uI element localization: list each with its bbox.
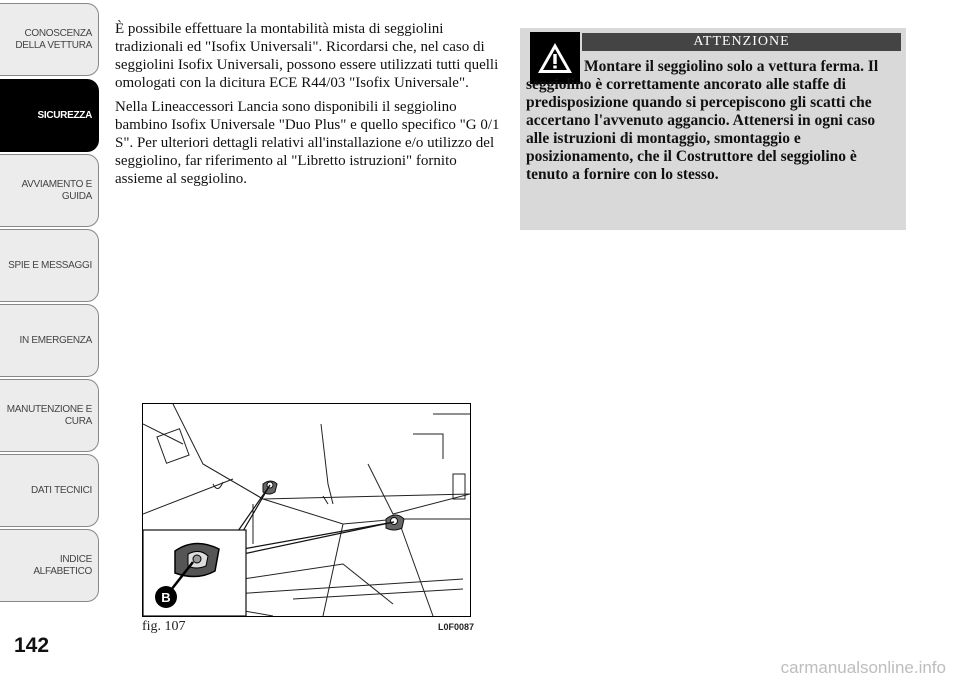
body-text	[115, 20, 500, 194]
figure-isofix-anchors	[142, 403, 471, 617]
tab-sicurezza[interactable]: SICUREZZA	[0, 79, 99, 152]
warning-text: Montare il seggiolino solo a vettura ferma. Il seggiolino è correttamente ancorato alle staffe di predisposizione quando si percepiscono gli scatti che accertano l'avvenuto aggancio. Attenersi in ogni caso alle istruzioni di montaggio, smontaggio e posizionamento, che il Costruttore del seggiolino è tenuto a fornire con lo stesso.	[526, 58, 879, 183]
tab-manutenzione[interactable]: MANUTENZIONE E CURA	[0, 379, 99, 452]
isofix-anchor-detail	[175, 543, 219, 576]
tab-dati-tecnici[interactable]: DATI TECNICI	[0, 454, 99, 527]
callout-b-label: B	[161, 590, 171, 605]
tab-indice[interactable]: INDICE ALFABETICO	[0, 529, 99, 602]
tab-spie[interactable]: SPIE E MESSAGGI	[0, 229, 99, 302]
page-number: 142	[14, 634, 50, 657]
warning-title: ATTENZIONE	[582, 33, 901, 51]
tab-conoscenza[interactable]: CONOSCENZA DELLA VETTURA	[0, 3, 99, 76]
tab-avviamento[interactable]: AVVIAMENTO E GUIDA	[0, 154, 99, 227]
paragraph-lineaccessori: Nella Lineaccessori Lancia sono disponibili il seggiolino bambino Isofix Universale "Duo Plus" e quello specifico "G 0/1 S". Per ulteriori dettagli relativi all'installazione e/o utilizzo del seggiolino, far riferimento al "Libretto istruzioni" fornito assieme al seggiolino.	[115, 99, 500, 187]
isofix-illustration	[143, 404, 470, 616]
tab-emergenza[interactable]: IN EMERGENZA	[0, 304, 99, 377]
figure-code: L0F0087	[438, 622, 475, 632]
figure-caption: fig. 107	[142, 619, 186, 634]
paragraph-isofix-mixed: È possibile effettuare la montabilità mista di seggiolini tradizionali ed "Isofix Universali". Ricordarsi che, nel caso di seggiolini Isofix Universali, possono essere utilizzati tutti quelli omologati con la dicitura ECE R44/03 "Isofix Universale".	[115, 21, 499, 91]
warning-box	[520, 28, 906, 230]
chapter-tabs	[0, 0, 100, 640]
watermark: carmanualsonline.info	[780, 658, 946, 677]
